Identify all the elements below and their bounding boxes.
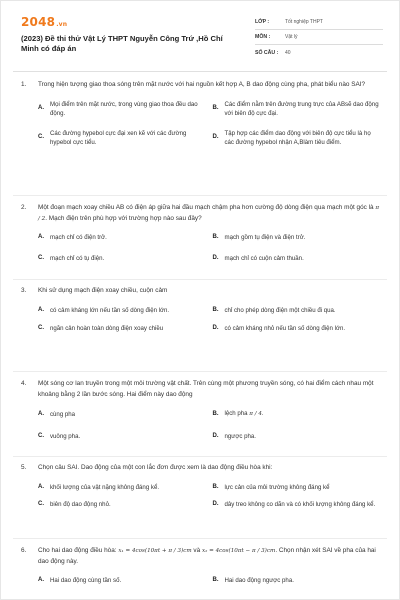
option-c[interactable] [38, 324, 207, 334]
option-letter: D. [212, 254, 219, 261]
header-divider [13, 71, 387, 72]
math-expression: x₁ = 4cos(10πt + π / 3)cm [118, 548, 192, 554]
option-letter: A. [38, 306, 44, 313]
option-text: có cảm kháng lớn nếu tần số dòng điện lớn. [50, 306, 170, 314]
option-letter: A. [38, 410, 44, 417]
math-expression: π / 2 [38, 205, 380, 222]
option-text-part: . [261, 410, 264, 417]
page-title: (2023) Đề thi thử Vật Lý THPT Nguyễn Công Trứ ,Hồ Chí Minh có đáp án [21, 34, 223, 53]
question-number: 3. [21, 287, 27, 294]
option-letter: B. [212, 306, 219, 313]
option-text: Hai dao động ngược pha. [224, 577, 294, 584]
option-d[interactable] [213, 500, 382, 510]
question-text [38, 203, 381, 224]
option-letter: B. [212, 234, 219, 240]
question-text-part: Cho hai dao động điều hòa: [38, 547, 119, 554]
option-text: cùng pha [50, 410, 76, 418]
question-text-part: Một đoạn mạch xoay chiều AB có điện áp giữa hai đầu mạch chậm pha hơn cường độ dòng điện qua mạch một góc là [38, 204, 376, 211]
option-c[interactable] [38, 129, 207, 148]
option-letter: D. [212, 134, 219, 141]
option-letter: A. [38, 234, 44, 240]
option-text: mạch chỉ có điện trở. [50, 234, 107, 241]
question-6 [21, 546, 381, 586]
option-text: dây treo không co dãn và có khối lượng không đáng kể. [224, 501, 376, 508]
option-text: có cảm kháng nhỏ nếu tần số dòng điện lớn. [224, 325, 346, 332]
option-letter: B. [212, 483, 219, 490]
option-text: mạch gồm tụ điện và điện trở. [224, 234, 306, 241]
question-text-part: . Chọn nhận xét SAI về pha của hai dao động này. [38, 547, 376, 565]
question-2 [21, 203, 381, 263]
option-c[interactable] [38, 500, 207, 510]
option-a[interactable] [38, 576, 207, 586]
meta-value: Vật lý [285, 34, 298, 40]
math-expression: π / 4 [249, 411, 262, 417]
question-number: 4. [21, 380, 27, 387]
meta-label: LỚP : [255, 19, 270, 25]
option-c[interactable] [38, 432, 207, 442]
logo-text: 2048 [21, 15, 56, 29]
meta-row-count [255, 45, 383, 60]
question-divider [13, 456, 387, 457]
option-text: ngược pha. [224, 432, 256, 440]
meta-label: SỐ CÂU : [255, 49, 279, 56]
question-text [38, 546, 381, 567]
option-b[interactable] [213, 409, 382, 420]
option-text: mạch chỉ có tụ điện. [50, 254, 105, 262]
question-divider [13, 279, 387, 280]
option-text: mạch chỉ có cuộn cảm thuần. [224, 254, 304, 262]
option-d[interactable] [213, 324, 382, 334]
option-letter: B. [212, 577, 219, 583]
option-text: Các đường hypebol cực đại xen kẽ với các đường hypebol cực tiểu. [50, 129, 187, 146]
option-letter: C. [38, 501, 44, 507]
option-text: chỉ cho phép dòng điện một chiều đi qua. [224, 306, 336, 314]
option-letter: A. [38, 577, 44, 583]
question-divider [13, 538, 387, 539]
meta-value: 40 [285, 49, 291, 56]
option-text: Tập hợp các điểm dao động với biên độ cực tiểu là họ các đường hypebol nhận A,Blàm tiêu điểm. [224, 129, 371, 146]
option-a[interactable] [38, 100, 207, 119]
option-d[interactable] [213, 254, 382, 264]
question-5 [21, 463, 381, 510]
exam-meta-table [255, 15, 383, 60]
option-text: Mọi điểm trên mặt nước, trong vùng giao thoa đều dao động. [50, 100, 198, 117]
option-b[interactable] [213, 233, 382, 243]
option-text: khối lượng của vật nặng không đáng kể. [50, 483, 160, 491]
meta-row-subject [255, 30, 383, 45]
option-letter: B. [212, 410, 219, 417]
question-divider [13, 371, 387, 372]
option-letter: B. [212, 105, 219, 112]
question-number: 1. [21, 81, 27, 88]
option-text-part: lệch pha [224, 410, 250, 417]
question-4 [21, 379, 381, 441]
option-letter: A. [38, 105, 44, 112]
option-b[interactable] [213, 306, 382, 316]
option-text: Hai dao động cùng tần số. [50, 577, 122, 584]
option-letter: D. [212, 432, 219, 439]
question-3 [21, 286, 381, 334]
question-text-part: . Mạch điện trên phù hợp với trường hợp nào sau đây? [45, 214, 202, 222]
option-letter: C. [38, 432, 44, 439]
option-letter: C. [38, 325, 44, 331]
option-text [225, 409, 382, 420]
option-letter: A. [38, 483, 44, 490]
question-text: Khi sử dụng mạch điện xoay chiều, cuộn cảm [38, 287, 168, 294]
option-letter: D. [212, 501, 219, 507]
option-a[interactable] [38, 483, 207, 493]
question-number: 2. [21, 204, 27, 211]
option-a[interactable] [38, 306, 207, 316]
site-logo[interactable] [21, 15, 67, 29]
question-number: 5. [21, 464, 27, 471]
question-1 [21, 80, 381, 148]
option-text: ngăn cản hoàn toàn dòng điện xoay chiều [50, 325, 164, 332]
option-d[interactable] [213, 432, 382, 442]
question-text: Một sóng cơ lan truyền trong một môi trường vật chất. Trên cùng một phương truyền sóng, có hai điểm cách nhau một khoảng bằng 2 lần bước sóng. Hai điểm này dao động [38, 380, 374, 398]
option-text: biên độ dao động nhỏ. [50, 501, 111, 508]
option-d[interactable] [213, 129, 382, 148]
option-text: vuông pha. [50, 432, 81, 440]
question-text: Trong hiện tượng giao thoa sóng trên mặt nước với hai nguồn kết hợp A, B dao động cùng pha, phát biểu nào SAI? [38, 81, 366, 88]
math-expression: x₂ = 4cos(10πt − π / 3)cm [201, 548, 276, 554]
question-number: 6. [21, 547, 27, 554]
option-a[interactable] [38, 233, 207, 243]
option-b[interactable] [213, 576, 382, 586]
meta-row-class [255, 15, 383, 30]
logo-tld: .vn [56, 21, 68, 28]
meta-value: Tốt nghiệp THPT [285, 19, 323, 25]
question-divider [13, 195, 387, 196]
option-b[interactable] [213, 100, 382, 119]
option-text: lực cản của môi trường không đáng kể [224, 483, 330, 491]
question-text-part: và [191, 547, 202, 554]
meta-label: MÔN : [255, 34, 271, 40]
option-a[interactable] [38, 409, 207, 420]
option-b[interactable] [213, 483, 382, 493]
option-letter: D. [212, 325, 219, 331]
option-letter: C. [38, 254, 44, 261]
option-letter: C. [38, 134, 44, 141]
question-text: Chọn câu SAI. Dao động của một con lắc đơn được xem là dao động điều hòa khi: [38, 464, 273, 471]
option-c[interactable] [38, 254, 207, 264]
option-text: Các điểm nằm trên đường trung trực của ABsẽ dao động với biên độ cực đại. [224, 100, 379, 117]
